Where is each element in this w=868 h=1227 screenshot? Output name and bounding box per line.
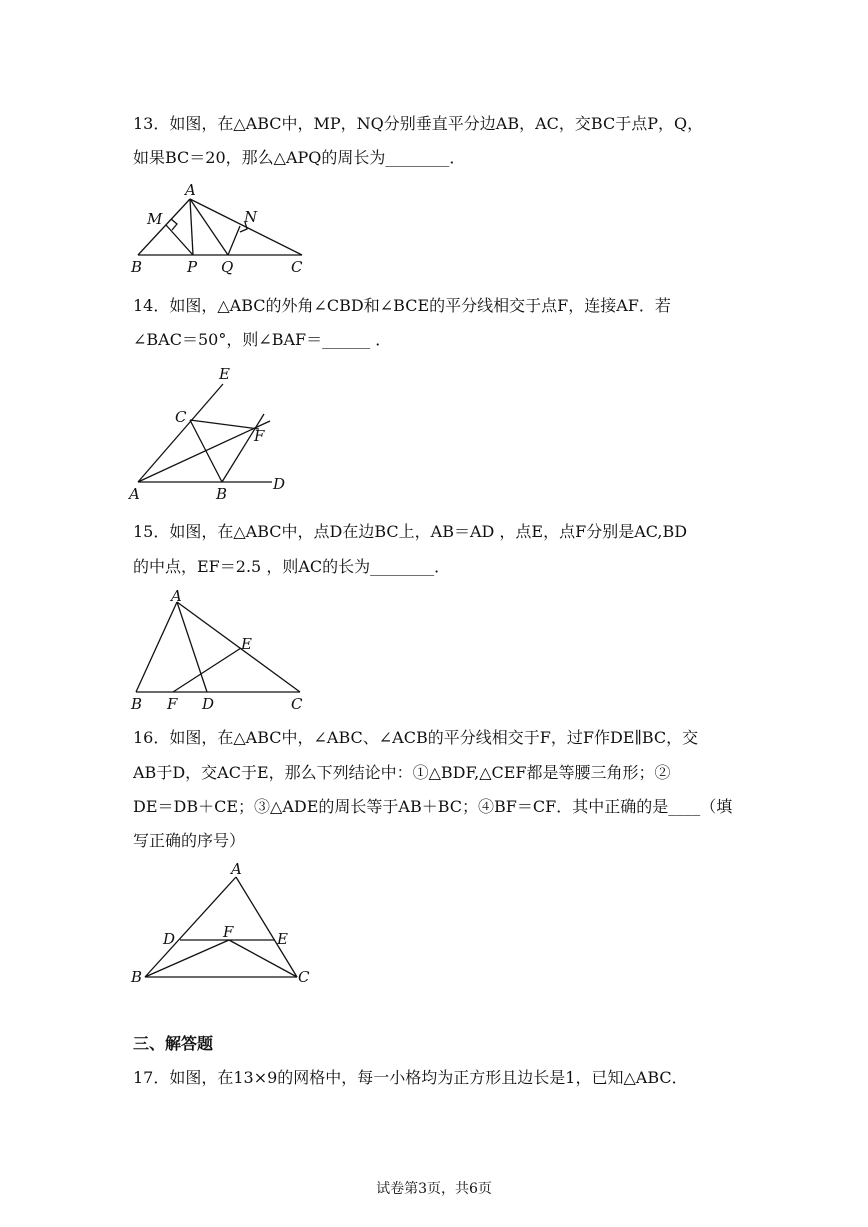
q13-figure	[125, 182, 315, 277]
q14-label-e: E	[219, 365, 230, 383]
q16-label-b: B	[131, 968, 143, 986]
q13-segment-aq	[190, 199, 228, 255]
q16-line-1: 16．如图，在△ABC中，∠ABC、∠ACB的平分线相交于F，过F作DE∥BC，交	[133, 728, 699, 747]
q16-label-c: C	[298, 968, 310, 986]
q13-right-angle-m	[171, 219, 177, 230]
q16-segment-ac	[236, 877, 297, 977]
q15-figure	[125, 585, 315, 715]
q13-line-1: 13．如图，在△ABC中，MP，NQ分别垂直平分边AB，AC，交BC于点P，Q，	[133, 114, 704, 133]
q13-segment-ap	[190, 199, 193, 255]
q17-line-1: 17．如图，在13×9的网格中，每一小格均为正方形且边长是1，已知△ABC．	[133, 1068, 688, 1087]
q14-segment-bf	[222, 414, 264, 482]
q16-label-e: E	[277, 930, 288, 948]
q14-line-1: 14．如图，△ABC的外角∠CBD和∠BCE的平分线相交于点F，连接AF．若	[133, 296, 671, 315]
q14-segment-cf	[190, 420, 259, 429]
section-heading: 三、解答题	[133, 1034, 214, 1053]
q14-segment-ae	[138, 384, 223, 482]
q16-label-a: A	[231, 860, 242, 878]
q14-label-c: C	[175, 408, 187, 426]
q13-label-c: C	[291, 258, 303, 276]
q13-label-n: N	[244, 208, 258, 226]
q15-segment-ab	[136, 602, 177, 692]
q16-label-d: D	[163, 930, 176, 948]
q14-label-a: A	[129, 485, 140, 503]
q14-line-2: ∠BAC＝50°，则∠BAF＝______ ．	[133, 330, 392, 349]
q16-figure	[125, 858, 325, 993]
q13-label-q: Q	[221, 258, 234, 276]
q15-label-c: C	[291, 695, 303, 713]
q16-line-3: DE＝DB＋CE；③△ADE的周长等于AB＋BC；④BF＝CF．其中正确的是____（填	[133, 797, 733, 816]
q14-label-b: B	[216, 485, 228, 503]
q13-segment-nq	[228, 226, 240, 255]
q14-label-f: F	[254, 427, 265, 445]
q15-label-b: B	[131, 695, 143, 713]
q14-segment-cb	[190, 420, 222, 482]
q16-line-2: AB于D，交AC于E，那么下列结论中：①△BDF,△CEF都是等腰三角形；②	[133, 763, 671, 782]
q15-segment-ac	[177, 602, 300, 692]
q13-label-m: M	[147, 210, 163, 228]
q16-line-4: 写正确的序号）	[133, 831, 246, 850]
page-footer: 试卷第3页，共6页	[376, 1181, 492, 1197]
q16-label-f: F	[223, 923, 234, 941]
q15-line-1: 15．如图，在△ABC中，点D在边BC上，AB＝AD ，点E，点F分别是AC,BD	[133, 522, 688, 541]
q15-label-d: D	[202, 695, 215, 713]
q15-label-e: E	[241, 635, 252, 653]
q15-line-2: 的中点，EF＝2.5 ，则AC的长为________．	[133, 557, 451, 576]
q14-figure	[125, 362, 300, 502]
q15-label-a: A	[171, 587, 182, 605]
q13-line-2: 如果BC＝20，那么△APQ的周长为________．	[133, 148, 466, 167]
q14-label-d: D	[273, 475, 286, 493]
q15-segment-ad	[177, 602, 207, 692]
q15-segment-fe	[173, 648, 241, 692]
q13-segment-ab	[138, 199, 190, 255]
q13-segment-mp	[166, 225, 193, 255]
q15-label-f: F	[167, 695, 178, 713]
q13-label-b: B	[131, 258, 143, 276]
q13-label-a: A	[185, 181, 196, 199]
q13-label-p: P	[187, 258, 198, 276]
q16-segment-bf	[145, 940, 229, 977]
q14-segment-af	[138, 421, 270, 482]
